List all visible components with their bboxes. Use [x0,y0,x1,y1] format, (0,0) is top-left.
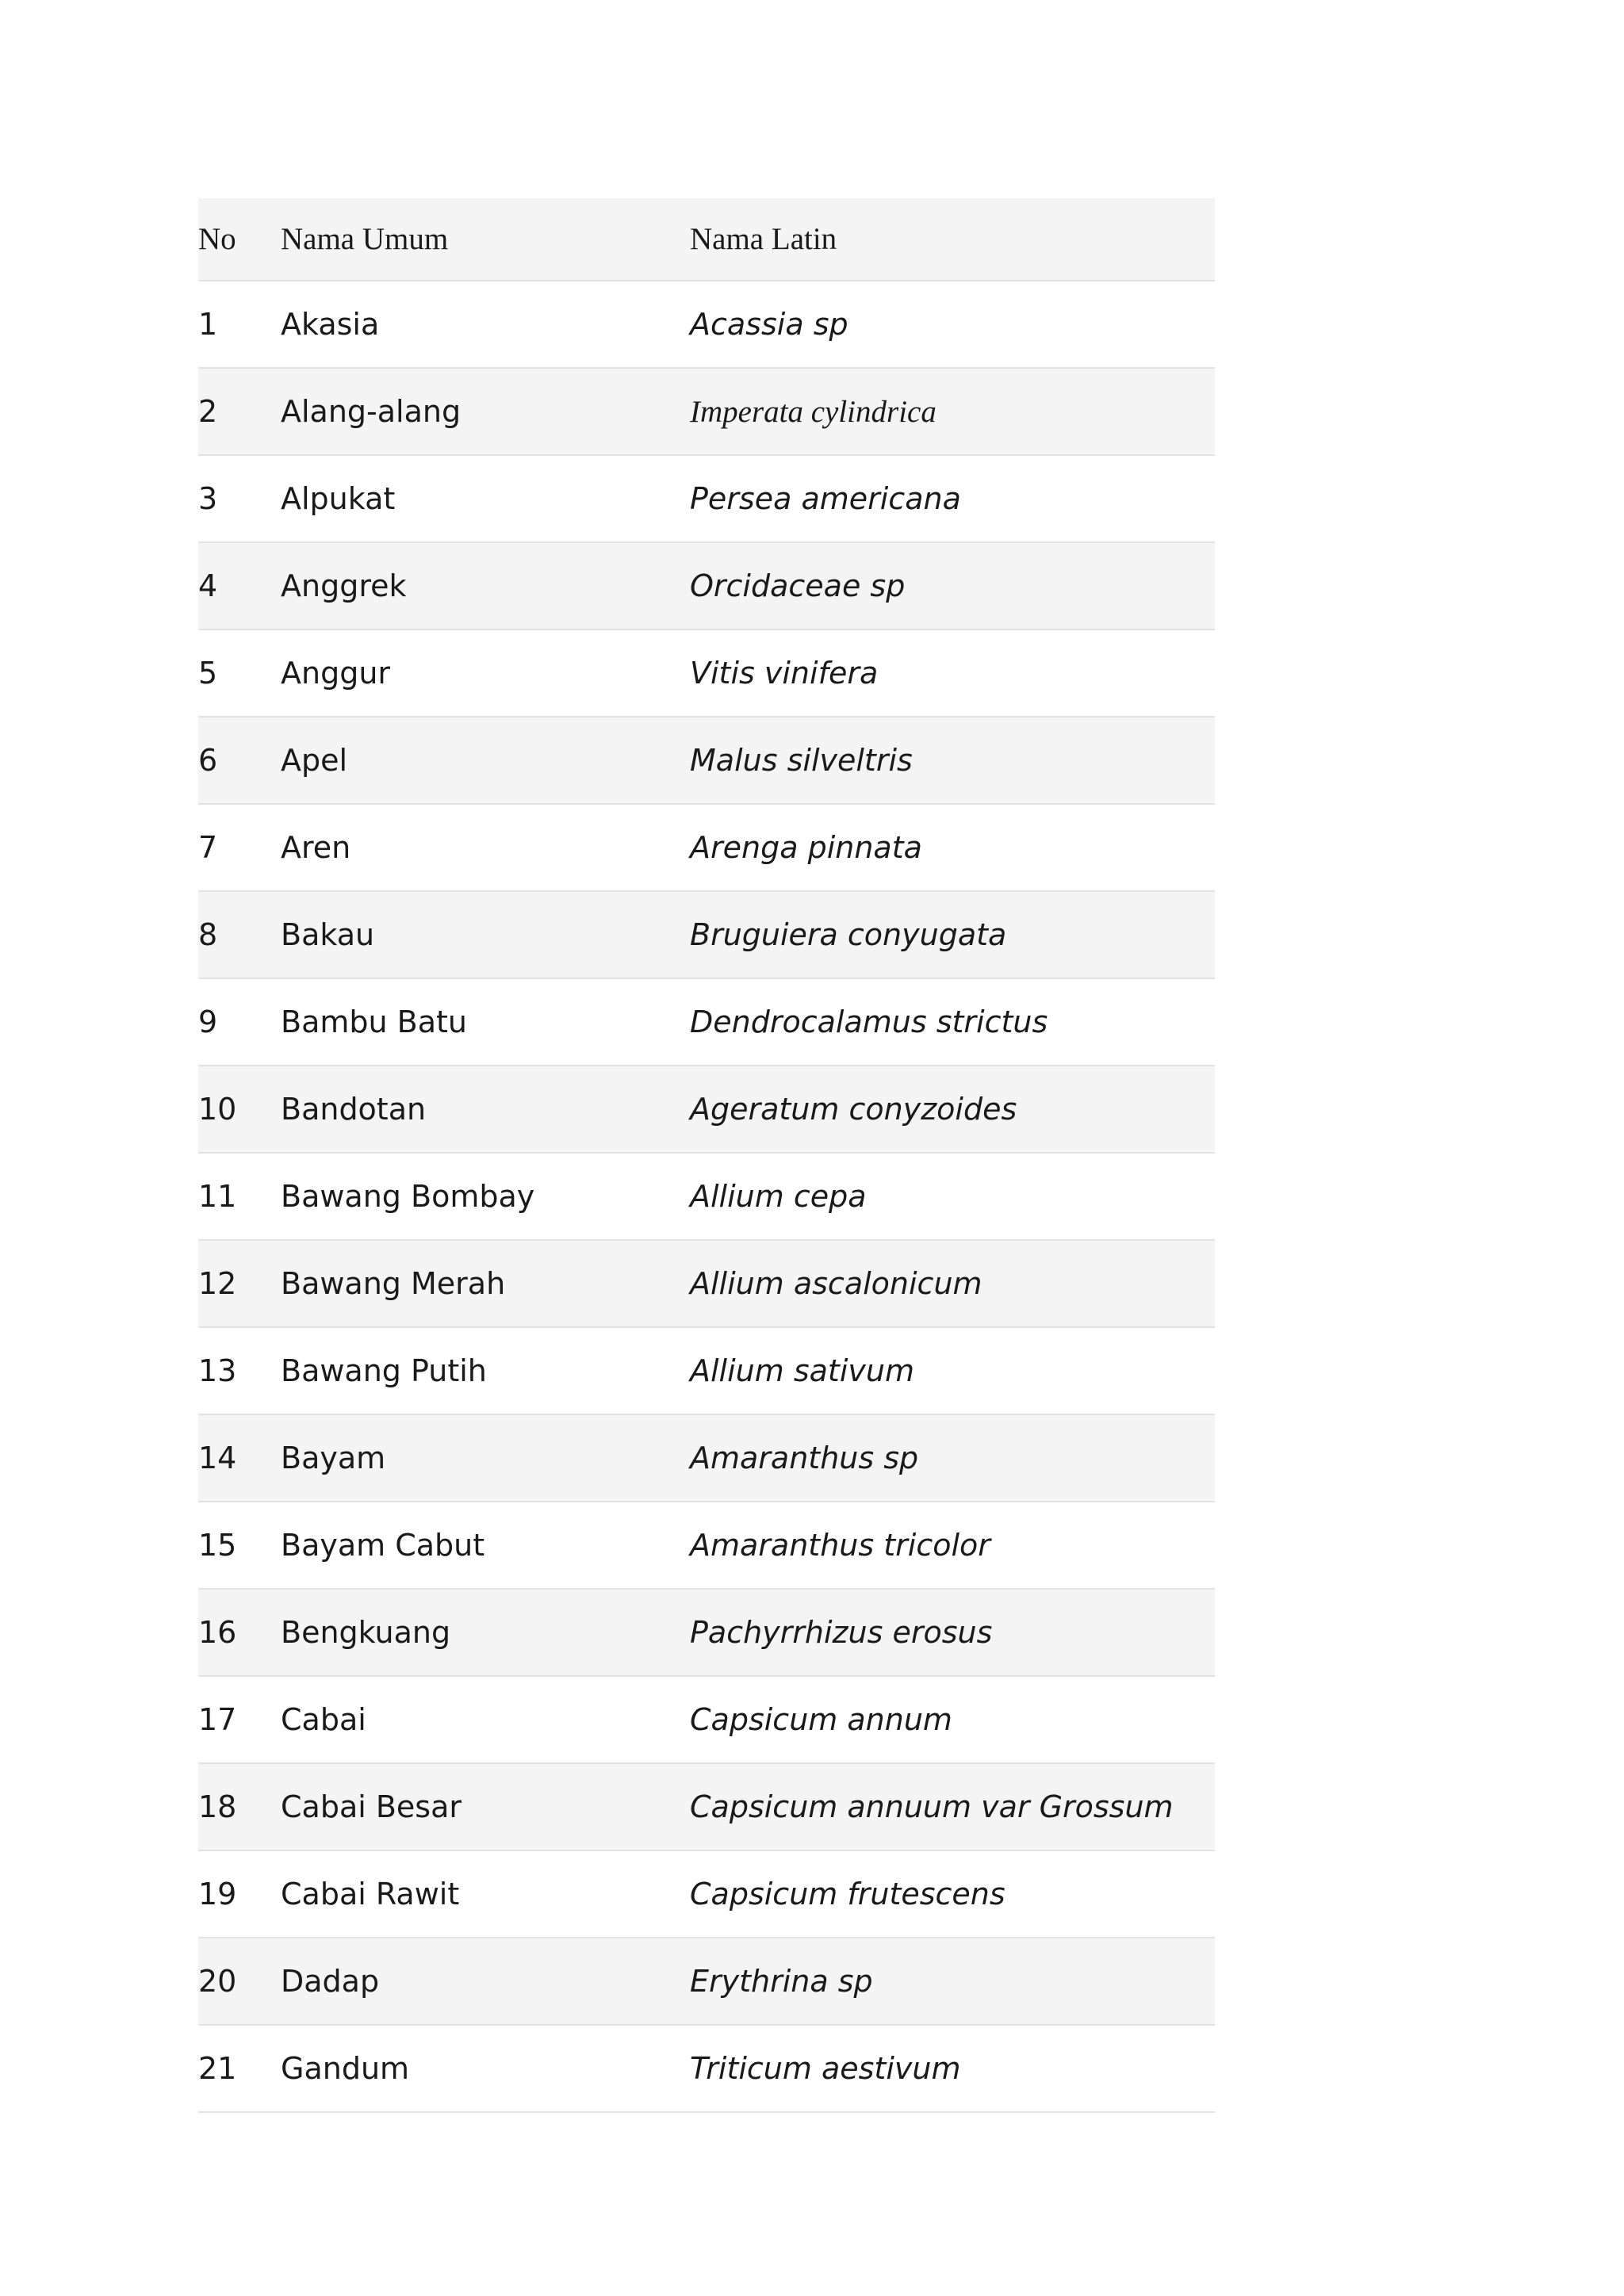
latin-name: Dendrocalamus strictus [690,978,1215,1066]
common-name: Apel [281,717,690,804]
latin-name: Malus silveltris [690,717,1215,804]
row-number: 6 [198,717,281,804]
common-name: Bandotan [281,1066,690,1153]
table-row [198,629,1215,717]
table-row [198,1240,1215,1327]
table-row [198,542,1215,629]
common-name: Anggrek [281,542,690,629]
common-name: Akasia [281,281,690,368]
common-name: Anggur [281,629,690,717]
header-no: No [198,198,281,281]
row-number: 7 [198,804,281,891]
common-name: Bayam Cabut [281,1502,690,1589]
latin-name: Imperata cylindrica [690,368,1215,455]
latin-name: Capsicum annuum var Grossum [690,1763,1215,1850]
row-number: 17 [198,1676,281,1763]
common-name: Bawang Bombay [281,1153,690,1240]
common-name: Bambu Batu [281,978,690,1066]
table-row [198,804,1215,891]
row-number: 4 [198,542,281,629]
common-name: Bengkuang [281,1589,690,1676]
table-row [198,1153,1215,1240]
table-row [198,455,1215,542]
latin-name: Allium sativum [690,1327,1215,1414]
latin-name: Amaranthus sp [690,1414,1215,1502]
table-row [198,717,1215,804]
latin-name: Vitis vinifera [690,629,1215,717]
common-name: Cabai Besar [281,1763,690,1850]
row-number: 5 [198,629,281,717]
latin-name: Allium ascalonicum [690,1240,1215,1327]
table-row [198,1502,1215,1589]
common-name: Bakau [281,891,690,978]
latin-name: Orcidaceae sp [690,542,1215,629]
table-row [198,1589,1215,1676]
latin-name: Capsicum annum [690,1676,1215,1763]
latin-name: Capsicum frutescens [690,1850,1215,1938]
row-number: 16 [198,1589,281,1676]
table-row [198,1763,1215,1850]
latin-name: Erythrina sp [690,1938,1215,2025]
common-name: Cabai Rawit [281,1850,690,1938]
latin-name: Arenga pinnata [690,804,1215,891]
row-number: 21 [198,2025,281,2112]
common-name: Gandum [281,2025,690,2112]
table-body [198,281,1215,2112]
common-name: Dadap [281,1938,690,2025]
plant-names-table [198,198,1215,2113]
table-row [198,1066,1215,1153]
latin-name: Triticum aestivum [690,2025,1215,2112]
row-number: 19 [198,1850,281,1938]
latin-name: Allium cepa [690,1153,1215,1240]
row-number: 15 [198,1502,281,1589]
row-number: 1 [198,281,281,368]
table-row [198,978,1215,1066]
table-row [198,281,1215,368]
latin-name: Bruguiera conyugata [690,891,1215,978]
row-number: 11 [198,1153,281,1240]
latin-name: Ageratum conyzoides [690,1066,1215,1153]
header-latin-name: Nama Latin [690,198,1215,281]
common-name: Aren [281,804,690,891]
row-number: 10 [198,1066,281,1153]
common-name: Bawang Putih [281,1327,690,1414]
latin-name: Persea americana [690,455,1215,542]
table-header [198,198,1215,281]
common-name: Alang-alang [281,368,690,455]
table-row [198,1938,1215,2025]
table-row [198,2025,1215,2112]
common-name: Bawang Merah [281,1240,690,1327]
table-row [198,1327,1215,1414]
table-row [198,1850,1215,1938]
row-number: 18 [198,1763,281,1850]
table-row [198,1414,1215,1502]
common-name: Alpukat [281,455,690,542]
row-number: 8 [198,891,281,978]
table-row [198,891,1215,978]
header-common-name: Nama Umum [281,198,690,281]
latin-name: Acassia sp [690,281,1215,368]
row-number: 20 [198,1938,281,2025]
row-number: 3 [198,455,281,542]
common-name: Cabai [281,1676,690,1763]
common-name: Bayam [281,1414,690,1502]
row-number: 2 [198,368,281,455]
row-number: 12 [198,1240,281,1327]
latin-name: Amaranthus tricolor [690,1502,1215,1589]
row-number: 14 [198,1414,281,1502]
header-row [198,198,1215,281]
row-number: 13 [198,1327,281,1414]
row-number: 9 [198,978,281,1066]
table-row [198,368,1215,455]
latin-name: Pachyrrhizus erosus [690,1589,1215,1676]
table-row [198,1676,1215,1763]
